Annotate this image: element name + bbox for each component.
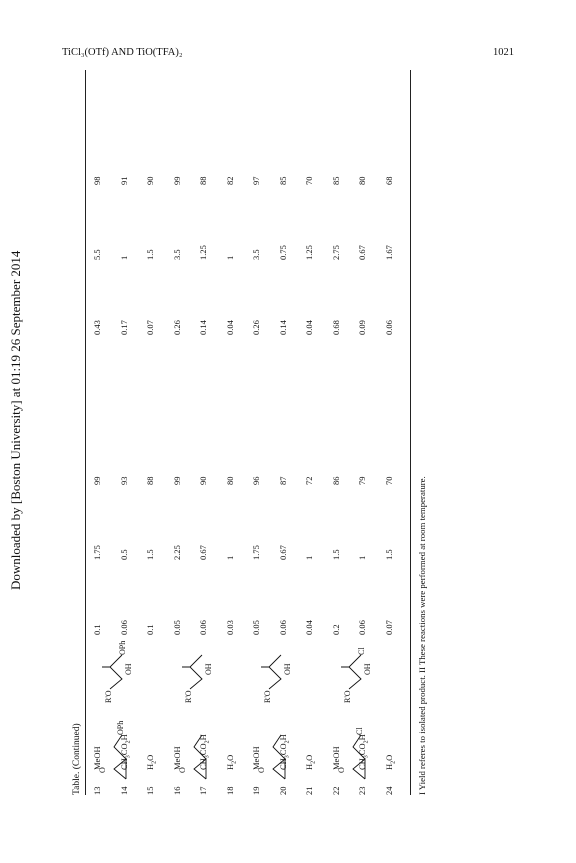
cell-entry: 22 xyxy=(330,786,341,795)
cell-v3: 86 xyxy=(330,476,341,485)
cell-entry: 14 xyxy=(118,786,129,795)
cell-v2: 0.67 xyxy=(277,545,288,560)
cell-v1: 0.06 xyxy=(357,620,367,635)
cell-solvent: $H_2O$ xyxy=(383,754,397,770)
ro-label: R'O xyxy=(104,690,113,703)
cell-v5: 2.75 xyxy=(330,245,341,260)
oxygen-label: O xyxy=(336,767,346,773)
cell-v4: 0.26 xyxy=(171,320,182,335)
cell-v5: 1.67 xyxy=(383,245,394,260)
cell-v3: 99 xyxy=(92,476,102,485)
cell-v3: 88 xyxy=(145,476,155,485)
cell-v5: 1.25 xyxy=(304,245,314,260)
cell-solvent: MeOH xyxy=(171,746,182,770)
cell-v4: 0.68 xyxy=(330,320,341,335)
cell-v2: 1.75 xyxy=(251,545,261,560)
oh-label: OH xyxy=(362,663,372,675)
cell-v6: 70 xyxy=(304,176,314,185)
cell-v3: 87 xyxy=(277,476,288,485)
cell-v2: 1.5 xyxy=(330,549,341,560)
substituent-label: Cl xyxy=(354,727,364,735)
cell-v3: 96 xyxy=(251,476,261,485)
cell-entry: 13 xyxy=(92,786,102,795)
rotated-table xyxy=(72,55,427,795)
cell-v5: 0.67 xyxy=(357,245,367,260)
running-title: TiCl₃(OTf) AND TiO(TFA)₂ xyxy=(62,47,183,58)
cell-v4: 0.14 xyxy=(277,320,288,335)
cell-v2: 1.75 xyxy=(92,545,102,560)
cell-solvent: $CH_3CO_2H$ xyxy=(118,734,132,770)
oxygen-label: O xyxy=(257,767,266,773)
oh-label: OH xyxy=(203,663,213,675)
cell-v3: 72 xyxy=(304,476,314,485)
table-row xyxy=(304,70,330,795)
cell-v1: 0.04 xyxy=(304,620,314,635)
cell-v3: 99 xyxy=(171,476,182,485)
cell-v5: 1 xyxy=(224,255,235,260)
cell-v4: 0.07 xyxy=(145,320,155,335)
cell-v1: 0.07 xyxy=(383,620,394,635)
cell-v1: 0.1 xyxy=(145,624,155,635)
cell-solvent: $CH_3CO_2H$ xyxy=(198,734,211,770)
cell-v6: 88 xyxy=(198,176,208,185)
product-structure xyxy=(180,637,216,703)
cell-entry: 15 xyxy=(145,786,155,795)
cell-solvent: MeOH xyxy=(330,746,341,770)
cell-v1: 0.06 xyxy=(277,620,288,635)
cell-entry: 18 xyxy=(224,786,235,795)
cell-v5: 3.5 xyxy=(251,249,261,260)
cell-v4: 0.09 xyxy=(357,320,367,335)
cell-v6: 97 xyxy=(251,176,261,185)
product-structure xyxy=(339,637,375,703)
table-caption: Table. (Continued) xyxy=(72,723,82,795)
cell-v4: 0.17 xyxy=(118,320,129,335)
cell-v5: 1.25 xyxy=(198,245,208,260)
cell-v2: 1.5 xyxy=(145,549,155,560)
cell-v1: 0.05 xyxy=(251,620,261,635)
table-footnote: I Yield referes to isolated product. II These reactions were performed at room temperature. xyxy=(417,476,427,795)
cell-solvent: $CH_3CO_2H$ xyxy=(357,734,370,770)
substituent-label: OPh xyxy=(116,720,125,735)
cell-v1: 0.03 xyxy=(224,620,235,635)
oh-label: OH xyxy=(124,663,133,675)
cell-v4: 0.26 xyxy=(251,320,261,335)
oxygen-label: O xyxy=(98,767,107,773)
oh-label: OH xyxy=(283,663,292,675)
cell-solvent: $H_2O$ xyxy=(145,754,158,770)
cell-v3: 90 xyxy=(198,476,208,485)
cell-v1: 0.06 xyxy=(198,620,208,635)
cell-entry: 20 xyxy=(277,786,288,795)
cell-v4: 0.43 xyxy=(92,320,102,335)
cell-v2: 1.5 xyxy=(383,549,394,560)
substrate-structure xyxy=(100,713,130,783)
cell-v5: 1.5 xyxy=(145,249,155,260)
cell-v3: 70 xyxy=(383,476,394,485)
substrate-structure xyxy=(259,713,289,783)
substituent-label: OPh xyxy=(118,640,127,655)
cell-v6: 82 xyxy=(224,176,235,185)
cell-v1: 0.2 xyxy=(330,624,341,635)
table-row xyxy=(145,70,171,795)
cell-v1: 0.06 xyxy=(118,620,129,635)
cell-v5: 1 xyxy=(118,255,129,260)
table-top-rule xyxy=(85,70,86,795)
cell-solvent: $H_2O$ xyxy=(224,754,238,770)
cell-entry: 19 xyxy=(251,786,261,795)
cell-v1: 0.05 xyxy=(171,620,182,635)
cell-v3: 93 xyxy=(118,476,129,485)
cell-v4: 0.06 xyxy=(383,320,394,335)
cell-v6: 80 xyxy=(357,176,367,185)
cell-v4: 0.14 xyxy=(198,320,208,335)
cell-v6: 85 xyxy=(277,176,288,185)
cell-v4: 0.04 xyxy=(304,320,314,335)
substrate-structure xyxy=(336,713,369,783)
cell-v6: 99 xyxy=(171,176,182,185)
ro-label: R'O xyxy=(263,690,272,703)
table-bottom-rule xyxy=(410,70,411,795)
cell-v4: 0.04 xyxy=(224,320,235,335)
cell-entry: 23 xyxy=(357,786,367,795)
cell-solvent: $CH_3CO_2H$ xyxy=(277,734,291,770)
cell-v6: 90 xyxy=(145,176,155,185)
cell-v5: 0.75 xyxy=(277,245,288,260)
cell-entry: 16 xyxy=(171,786,182,795)
cell-v3: 80 xyxy=(224,476,235,485)
cell-v2: 1 xyxy=(224,555,235,560)
ro-label: R'O xyxy=(183,690,193,703)
substrate-structure xyxy=(177,713,210,783)
cell-entry: 17 xyxy=(198,786,208,795)
cell-v1: 0.1 xyxy=(92,624,102,635)
cell-solvent: MeOH xyxy=(92,746,102,770)
cell-v6: 98 xyxy=(92,176,102,185)
cell-v5: 5.5 xyxy=(92,249,102,260)
cell-v2: 0.5 xyxy=(118,549,129,560)
cell-v2: 1 xyxy=(304,555,314,560)
cell-solvent: $H_2O$ xyxy=(304,754,317,770)
cell-v2: 2.25 xyxy=(171,545,182,560)
substituent-label: Cl xyxy=(356,647,366,655)
table-row xyxy=(225,70,251,795)
product-structure xyxy=(259,637,295,703)
cell-v6: 91 xyxy=(118,176,129,185)
oxygen-label: O xyxy=(177,767,187,773)
page-number: 1021 xyxy=(493,47,514,58)
cell-entry: 24 xyxy=(383,786,394,795)
cell-v2: 1 xyxy=(357,555,367,560)
ro-label: R'O xyxy=(342,690,352,703)
cell-solvent: MeOH xyxy=(251,746,261,770)
product-structure xyxy=(100,637,136,703)
cell-v6: 68 xyxy=(383,176,394,185)
cell-v6: 85 xyxy=(330,176,341,185)
table-row xyxy=(384,70,410,795)
cell-v2: 0.67 xyxy=(198,545,208,560)
cell-entry: 21 xyxy=(304,786,314,795)
download-note: Downloaded by [Boston University] at 01:19 26 September 2014 xyxy=(8,250,23,590)
cell-v3: 79 xyxy=(357,476,367,485)
cell-v5: 3.5 xyxy=(171,249,182,260)
